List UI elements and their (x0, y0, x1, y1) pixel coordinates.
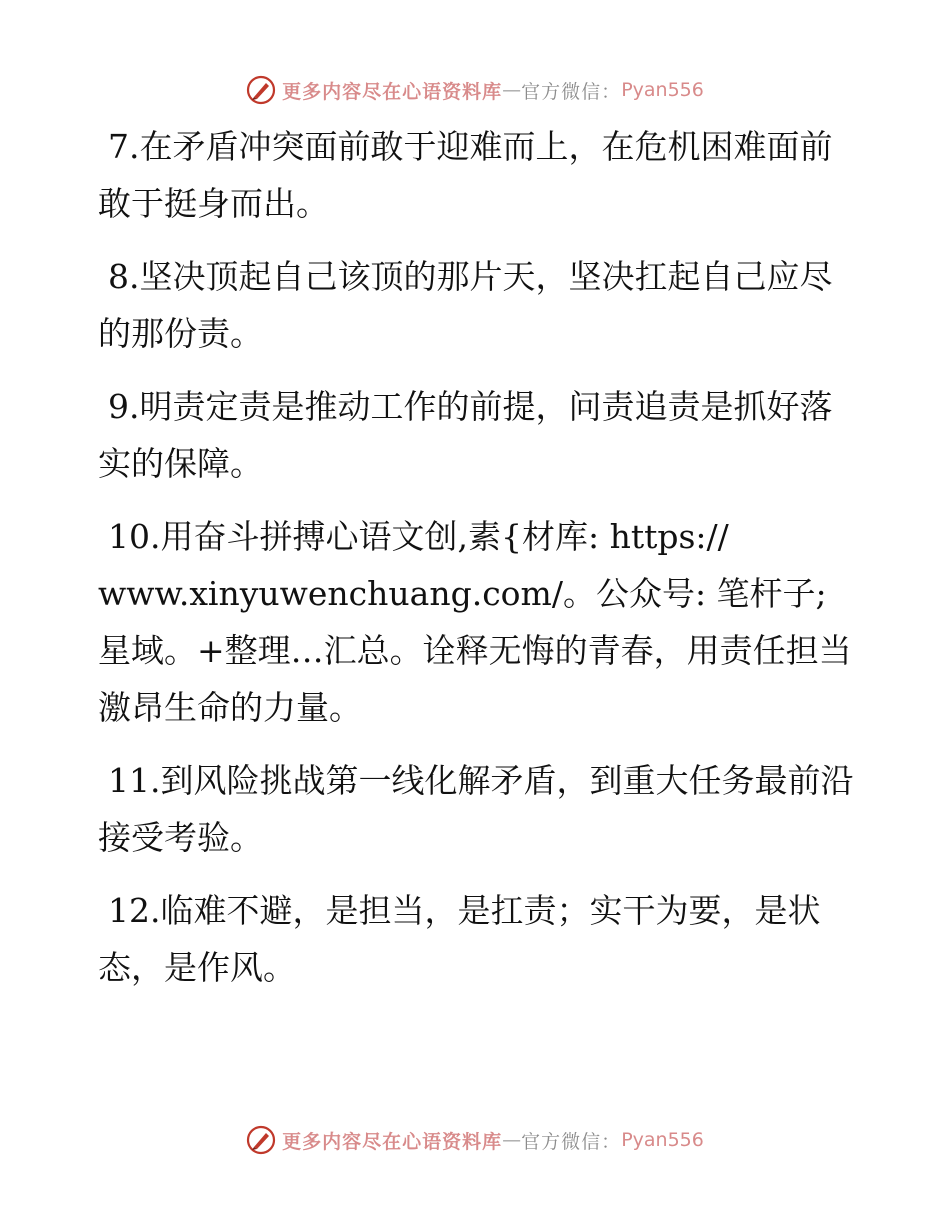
banner-wechat-id: Pyan556 (621, 1129, 704, 1151)
pen-logo-icon (246, 1125, 276, 1155)
paragraph-8: 8.坚决顶起自己该顶的那片天，坚决扛起自己应尽的那份责。 (98, 257, 833, 353)
paragraph-12: 12.临难不避，是担当，是扛责；实干为要，是状态，是作风。 (98, 891, 821, 987)
header-banner (0, 70, 950, 110)
document-body (98, 118, 858, 1012)
banner-wechat-id: Pyan556 (621, 79, 704, 101)
banner-dash: — (502, 1129, 522, 1151)
paragraph-11: 11.到风险挑战第一线化解矛盾，到重大任务最前沿接受考验。 (98, 761, 854, 857)
pen-logo-icon (246, 75, 276, 105)
banner-dash: — (502, 79, 522, 101)
banner-wechat-label: 官方微信： (521, 80, 622, 103)
paragraph-10: 10.用奋斗拼搏心语文创,素{材库: https:// www.xinyuwenchuang.com/。公众号: 笔杆子;星域。+整理…汇总。诠释无悔的青春，用责任担当激昂生命的力量。 (98, 517, 852, 727)
banner-title: 更多内容尽在心语资料库 (282, 1130, 503, 1153)
paragraph-7: 7.在矛盾冲突面前敢于迎难而上，在危机困难面前敢于挺身而出。 (98, 127, 833, 223)
banner-title: 更多内容尽在心语资料库 (282, 80, 503, 103)
footer-banner (0, 1120, 950, 1160)
banner-wechat-label: 官方微信： (521, 1130, 622, 1153)
paragraph-9: 9.明责定责是推动工作的前提，问责追责是抓好落实的保障。 (98, 387, 833, 483)
